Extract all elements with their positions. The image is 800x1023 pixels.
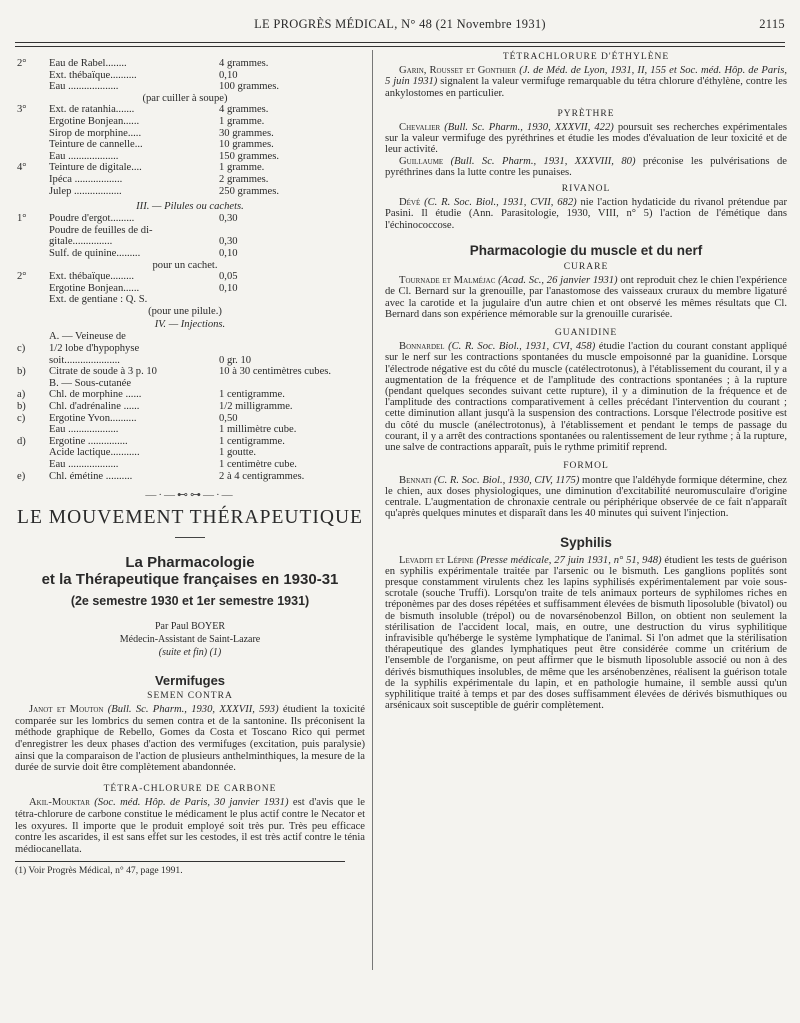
prescription-note: (par cuiller à soupe) — [142, 92, 228, 104]
prescription-quantity: 100 grammes. — [219, 81, 280, 93]
prescription-ingredient: B. — Sous-cutanée — [49, 377, 132, 389]
prescription-number: 2° — [17, 58, 27, 69]
subhead-semen-contra: SEMEN CONTRA — [147, 690, 233, 701]
byline — [15, 620, 365, 659]
prescription-ingredient: Sulf. de quinine......... — [49, 247, 141, 259]
prescription-number: b) — [17, 366, 26, 378]
prescription-quantity: 150 grammes. — [219, 150, 280, 162]
prescription-number: b) — [17, 401, 26, 413]
prescription-quantity: 30 grammes. — [219, 127, 274, 139]
prescription-row — [15, 70, 365, 82]
author: Par Paul BOYER — [155, 620, 225, 632]
prescription-number: c) — [17, 412, 26, 424]
prescription-row — [15, 104, 365, 116]
prescription-row — [15, 248, 365, 260]
pills-heading: III. — Pilules ou cachets. — [136, 201, 244, 213]
subhead-guanidine: GUANIDINE — [554, 328, 618, 339]
prescription-row — [15, 389, 365, 401]
prescription-row — [15, 260, 365, 272]
prescription-quantity: 0,30 — [219, 236, 238, 248]
prescription-ingredient: Teinture de digitale.... — [49, 162, 142, 174]
paragraph-pyrethre-1: Chevalier (Bull. Sc. Pharm., 1930, XXXVII, 422) poursuit ses recherches expérimentales sur la valeur vermifuge des pyréthrines et étudie les modes d'évaluation de leur toxicité et de leur activité. — [385, 122, 787, 156]
prescription-quantity: 2 grammes. — [219, 173, 269, 185]
prescription-row — [15, 366, 365, 378]
prescription-number: 3° — [17, 104, 27, 116]
prescription-row — [15, 331, 365, 343]
prescription-quantity: 0,50 — [219, 412, 238, 424]
prescription-number: 1° — [17, 213, 27, 225]
prescription-quantity: 0,10 — [219, 247, 238, 259]
prescription-quantity: 0,05 — [219, 271, 238, 283]
prescription-row — [15, 271, 365, 283]
prescription-quantity: 2 à 4 centigrammes. — [219, 470, 305, 482]
prescription-ingredient: 1/2 lobe d'hypophyse — [49, 343, 140, 355]
prescription-ingredient: A. — Veineuse de — [49, 331, 126, 343]
prescription-ingredient: Ergotine Yvon.......... — [49, 412, 137, 424]
prescription-quantity: 250 grammes. — [219, 185, 280, 197]
right-column — [385, 50, 787, 711]
prescription-row — [15, 471, 365, 483]
paragraph-semen-contra: Janot et Mouton (Bull. Sc. Pharm., 1930, XXXVII, 593) étudient la toxicité comparée sur les lombrics du semen contra et de la santonine. Ils préconisent la méthode graphique de Rebello, Gomes da Costa et Toscano Rico qui permet d'enregistrer les deux phases d'action des vermifuges (excitation, puis paralysie) ainsi que la comparaison de l'action de plusieurs anthelminthiques, la mesure de la durée de survie doit être complètement abandonnée. — [15, 704, 365, 774]
prescription-ingredient: Acide lactique........... — [49, 447, 140, 459]
prescription-ingredient: Chl. de morphine ...... — [49, 389, 142, 401]
prescription-row — [15, 174, 365, 186]
author-role: Médecin-Assistant de Saint-Lazare — [119, 633, 261, 645]
prescription-ingredient: Eau de Rabel........ — [49, 58, 127, 69]
subhead-rivanol: RIVANOL — [561, 184, 611, 195]
prescription-row — [15, 162, 365, 174]
prescription-quantity: 1 gramme. — [219, 115, 265, 127]
prescription-row — [15, 378, 365, 390]
prescription-ingredient: Ext. thébaïque.......... — [49, 69, 137, 81]
prescription-ingredient: Teinture de cannelle... — [49, 139, 143, 151]
journal-title: LE PROGRÈS MÉDICAL, N° 48 (21 Novembre 1931) — [254, 17, 546, 31]
prescription-row — [15, 139, 365, 151]
prescription-ingredient: Ext. de ratanhia....... — [49, 104, 135, 116]
prescription-ingredient: Eau ................... — [49, 459, 119, 470]
article-title-line1: La Pharmacologie — [125, 554, 255, 572]
prescription-quantity: 1 goutte. — [219, 447, 257, 459]
prescription-row — [15, 116, 365, 128]
prescription-ingredient: Ipéca .................. — [49, 173, 123, 185]
prescription-number: 2° — [17, 271, 27, 283]
prescription-row — [15, 413, 365, 425]
prescription-quantity: 1/2 milligramme. — [219, 401, 293, 413]
prescription-row — [15, 424, 365, 436]
prescription-row — [15, 459, 365, 471]
prescription-ingredient: gitale............... — [49, 236, 113, 248]
subhead-formol: FORMOL — [563, 461, 609, 472]
prescription-list-pills — [15, 213, 365, 317]
footnote: (1) Voir Progrès Médical, n° 47, page 1991. — [15, 865, 183, 877]
prescription-row — [15, 343, 365, 355]
prescription-ingredient: Ext. de gentiane : Q. S. — [49, 294, 148, 306]
prescription-quantity: 10 grammes. — [219, 139, 274, 151]
left-column — [15, 58, 365, 877]
prescription-quantity: 1 centigramme. — [219, 389, 285, 401]
paragraph-syphilis: Levaditi et Lépine (Presse médicale, 27 juin 1931, n° 51, 948) étudient les tests de guérison en syphilis expérimentale traitée par l'arsenic ou le bismuth. Les ganglions poplités sont presque constamment virulents chez les lapins syphilisés expérimentalement par voie sous-scrotale (souche Truffi). Lorsqu'on traite de tels animaux porteurs de syphilomes riches en tréponèmes par des doses répétées et suffisamment élevées de bismuth liposoluble (bivatol) ou de bismuth insoluble (trépol) ou de novarsénobenzol Billon, on obtient non seulement la stérilisation de l'accident local, mais, en outre, une destruction du virus syphilitique infravisible qu'héberge le système lymphatique de l'animal. Si l'on admet que la stérilisation thérapeutique des glandes lymphatiques peut être considérée comme un critérium de l'ensemble de l'organisme, on peut affirmer que le bismuth liposoluble associé ou non à des dérivés bismuthiques insolubles, de même que les arsénobenzènes, réalisent la guérison totale de la syphilis expérimentale du lapin, et en pathologie humaine, il semble aussi qu'un syphilitique traité à temps et par des doses suffisamment élevées de dérivés bismuthiques ou arsénicaux soit susceptible de guérir complètement. — [385, 554, 787, 712]
ornament-divider: —·—⊷⊶—·— — [145, 489, 235, 502]
injections-heading: IV. — Injections. — [154, 319, 226, 331]
paragraph-formol: Bennati (C. R. Soc. Biol., 1930, CIV, 1175) montre que l'aldéhyde formique détermine, chez le chien, aux doses physiologiques, une diminution d'excitabilité neuromusculaire d'origine centrale. L'augmentation de chronaxie centrale ou périphérique observée de ce fait n'apparaît qu'après quelques minutes et disparaît dans les 40 minutes qui suivent l'injection. — [385, 474, 787, 520]
prescription-number: 4° — [17, 162, 27, 174]
prescription-quantity: 1 centigramme. — [219, 435, 285, 447]
prescription-ingredient: Eau ................... — [49, 150, 119, 162]
prescription-ingredient: Ergotine ............... — [49, 435, 128, 447]
header-rule-thin — [15, 46, 785, 47]
prescription-quantity: 0,10 — [219, 69, 238, 81]
prescription-note: (pour une pilule.) — [148, 305, 222, 317]
prescription-row — [15, 294, 365, 306]
prescription-row — [15, 355, 365, 367]
prescription-row — [15, 225, 365, 237]
prescription-row — [15, 93, 365, 105]
prescription-quantity: 10 à 30 centimètres cubes. — [219, 366, 332, 378]
prescription-quantity: 0,10 — [219, 282, 238, 294]
prescription-ingredient: Eau ................... — [49, 81, 119, 93]
section-vermifuges: Vermifuges — [154, 672, 226, 688]
paragraph-tetrachlorure: Akil-Mouktar (Soc. méd. Hôp. de Paris, 30 janvier 1931) est d'avis que le tétra-chlorure de carbone constitue le médicament le plus actif contre le Necator et les oxyures. Il importe que le produit employé soit très pur. Très peu efficace contre les ascarides, il est sans effet sur les cestodes, il est très actif contre le ténia médiocanellata. — [15, 797, 366, 855]
prescription-quantity: 4 grammes. — [219, 58, 269, 69]
article-subtitle: (2e semestre 1930 et 1er semestre 1931) — [70, 594, 310, 609]
subhead-pyrethre: PYRÈTHRE — [557, 108, 615, 119]
paragraph-rivanol: Dévé (C. R. Soc. Biol., 1931, CVII, 682) nie l'action hydaticide du rivanol prétendue par Pasini. Il étudie (Ann. Parasitologie, 1930, VIII, n° 5) l'action de l'émétique dans l'échinococcose. — [385, 197, 787, 231]
paragraph-pyrethre-2: Guillaume (Bull. Sc. Pharm., 1931, XXXVIII, 80) préconise les pulvérisations de pyréthrines dans la lutte contre les punaises. — [385, 155, 787, 178]
prescription-row — [15, 306, 365, 318]
prescription-list-top — [15, 58, 365, 197]
prescription-list-injections — [15, 331, 365, 482]
prescription-row — [15, 447, 365, 459]
prescription-ingredient: Eau ................... — [49, 424, 119, 436]
prescription-quantity: 0,30 — [219, 213, 238, 225]
prescription-ingredient: Poudre de feuilles de di- — [49, 224, 153, 236]
paragraph-tetrachlorure-ethylene: Garin, Rousset et Gonthier (J. de Méd. de Lyon, 1931, II, 155 et Soc. méd. Hôp. de Paris, 5 juin 1931) signalent la valeur vermifuge remarquable du tétra chlorure d'éthylène, contre les ankylostomes en particulier. — [385, 65, 787, 99]
prescription-ingredient: Chl. émétine .......... — [49, 470, 133, 482]
section-banner: LE MOUVEMENT THÉRAPEUTIQUE — [17, 506, 363, 528]
prescription-number: c) — [17, 343, 26, 355]
prescription-row — [15, 283, 365, 295]
prescription-row — [15, 58, 365, 70]
prescription-number: d) — [17, 435, 26, 447]
prescription-number: e) — [17, 470, 26, 482]
prescription-row — [15, 236, 365, 248]
prescription-ingredient: Ergotine Bonjean...... — [49, 282, 140, 294]
prescription-row — [15, 151, 365, 163]
prescription-quantity: 1 gramme. — [219, 162, 265, 174]
continuation-note: (suite et fin) (1) — [158, 646, 222, 658]
section-muscle-nerf: Pharmacologie du muscle et du nerf — [469, 242, 703, 258]
footnote-rule — [15, 861, 345, 862]
prescription-row — [15, 81, 365, 93]
prescription-ingredient: Poudre d'ergot......... — [49, 213, 135, 225]
subhead-tetrachlorure-ethylene: TÉTRACHLORURE D'ÉTHYLÈNE — [502, 52, 670, 62]
prescription-quantity: 4 grammes. — [219, 104, 269, 116]
prescription-note: pour un cachet. — [152, 259, 218, 271]
header-rule — [15, 42, 785, 43]
subhead-curare: CURARE — [563, 262, 609, 273]
prescription-quantity: 1 centimètre cube. — [219, 459, 297, 470]
paragraph-curare: Tournade et Malméjac (Acad. Sc., 26 janvier 1931) ont reproduit chez le chien l'expérience de Cl. Bernard sur la grenouille, par l'anastomose des vaisseaux cruraux du membre ligaturé avec la carotide et la jugulaire d'un autre chien et ont observé les mêmes résultats que Cl. Bernard dans son expérience mémorable sur la grenouille curarisée. — [385, 275, 788, 320]
prescription-quantity: 0 gr. 10 — [219, 354, 252, 366]
short-rule — [175, 537, 205, 538]
prescription-ingredient: Citrate de soude à 3 p. 10 — [49, 366, 157, 378]
paragraph-guanidine: Bonnardel (C. R. Soc. Biol., 1931, CVI, 458) étudie l'action du courant constant appliqué sur le nerf sur les contractions spontanées du muscle empoisonné par la guanidine. Lorsque l'électrode négative est du côté du muscle (catélectrotonus), à l'établissement du courant, il y a augmentation de la fréquence et de l'amplitude des contractions spontanées ; à la rupture (pendant quelques secondes suivant cette rupture), il y a diminution de la fréquence et de l'amplitude des contractions comparativement à celles précédant l'intervention du courant ; cette diminution allant jusqu'à la suspension des contractions. Lorsque l'électrode positive est du côté du muscle (anélectrotonus), à l'établissement et pendant le temps de passage du courant, il y a arrêt des contractions spontanées ou ralentissement de leur rythme ; à la rupture, une salve de contractions apparaît, puis le rythme primitif reprend. — [385, 341, 787, 454]
prescription-number: a) — [17, 389, 26, 401]
prescription-ingredient: Ergotine Bonjean...... — [49, 115, 140, 127]
subhead-tetrachlorure: TÉTRA-CHLORURE DE CARBONE — [103, 783, 277, 794]
section-syphilis: Syphilis — [560, 535, 612, 551]
prescription-ingredient: Chl. d'adrénaline ...... — [49, 401, 140, 413]
prescription-ingredient: Julep .................. — [49, 185, 122, 197]
prescription-ingredient: Sirop de morphine..... — [49, 127, 142, 139]
prescription-row — [15, 213, 365, 225]
page-number: 2115 — [759, 17, 785, 31]
prescription-row — [15, 436, 365, 448]
prescription-quantity: 1 millimètre cube. — [219, 424, 297, 436]
prescription-ingredient: Ext. thébaïque......... — [49, 271, 135, 283]
column-divider — [372, 50, 373, 970]
prescription-row — [15, 401, 365, 413]
prescription-ingredient: soit..................... — [49, 354, 120, 366]
prescription-row — [15, 186, 365, 198]
prescription-row — [15, 128, 365, 140]
running-header — [15, 17, 785, 35]
article-title-line2: et la Thérapeutique françaises en 1930-31 — [41, 571, 339, 589]
